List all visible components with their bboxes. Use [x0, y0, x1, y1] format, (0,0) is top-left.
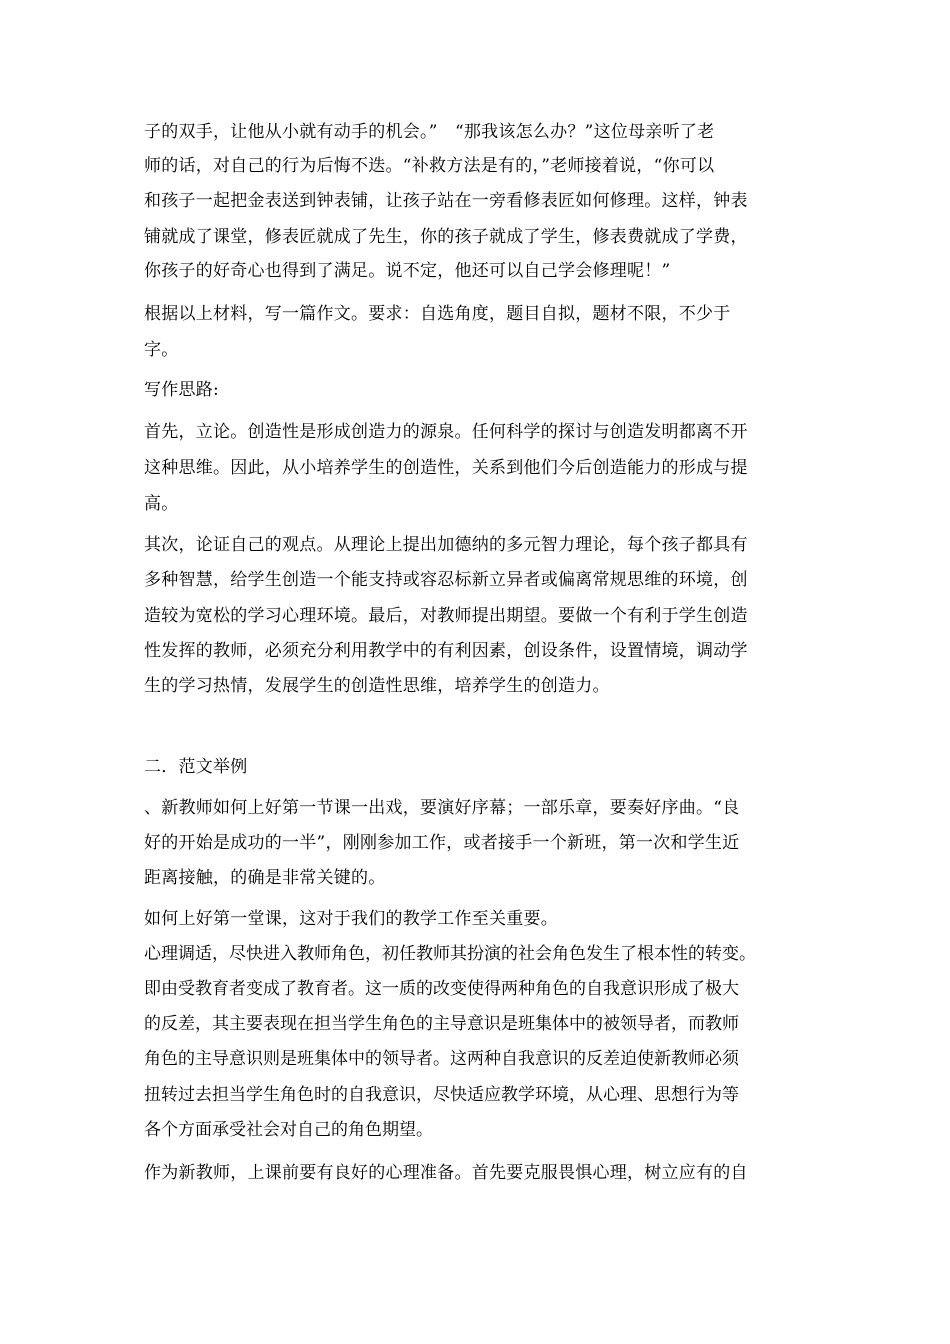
text-line: 首先，立论。创造性是形成创造力的源泉。任何科学的探讨与创造发明都离不开	[144, 422, 748, 442]
text-line: 多种智慧，给学生创造一个能支持或容忍标新立异者或偏离常规思维的环境，创	[144, 570, 748, 590]
text-line: 角色的主导意识则是班集体中的领导者。这两种自我意识的反差迫使新教师必须	[144, 1049, 739, 1069]
text-line: 高。	[144, 494, 179, 514]
text-line: 即由受教育者变成了教育者。这一质的改变使得两种角色的自我意识形成了极大	[144, 979, 739, 999]
text-line: 造较为宽松的学习心理环境。最后，对教师提出期望。要做一个有利于学生创造	[144, 606, 748, 626]
text-line: 和孩子一起把金表送到钟表铺，让孩子站在一旁看修表匠如何修理。这样，钟表	[144, 191, 748, 211]
text-line: 好的开始是成功的一半”，刚刚参加工作，或者接手一个新班，第一次和学生近	[144, 833, 740, 853]
text-line: 如何上好第一堂课，这对于我们的教学工作至关重要。	[144, 909, 558, 929]
text-line: 你孩子的好奇心也得到了满足。说不定，他还可以自己学会修理呢！”	[144, 261, 671, 281]
text-line: 扭转过去担当学生角色时的自我意识，尽快适应教学环境，从心理、思想行为等	[144, 1085, 739, 1105]
text-line: 师的话，对自己的行为后悔不迭。“补救方法是有的，”老师接着说，“你可以	[144, 156, 715, 176]
text-line: 这种思维。因此，从小培养学生的创造性，关系到他们今后创造能力的形成与提	[144, 458, 748, 478]
text-line: 其次，论证自己的观点。从理论上提出加德纳的多元智力理论，每个孩子都具有	[144, 535, 748, 555]
text-line: 生的学习热情，发展学生的创造性思维，培养学生的创造力。	[144, 676, 610, 696]
section-heading: 二．范文举例	[144, 757, 248, 777]
text-line: 根据以上材料，写一篇作文。要求：自选角度，题目自拟，题材不限，不少于	[144, 304, 731, 324]
text-line: 各个方面承受社会对自己的角色期望。	[144, 1120, 433, 1140]
text-line: 距离接触，的确是非常关键的。	[144, 868, 386, 888]
text-line: 子的双手，让他从小就有动手的机会。” “那我该怎么办？”这位母亲听了老	[144, 122, 715, 142]
text-line: 铺就成了课堂，修表匠就成了先生，你的孩子就成了学生，修表费就成了学费，	[144, 227, 748, 247]
section-heading: 写作思路:	[144, 380, 219, 400]
text-line: 、新教师如何上好第一节课一出戏，要演好序幕；一部乐章，要奏好序曲。“良	[144, 798, 740, 818]
text-line: 字。	[144, 340, 179, 360]
text-line: 作为新教师，上课前要有良好的心理准备。首先要克服畏惧心理，树立应有的自	[144, 1163, 748, 1183]
text-line: 性发挥的教师，必须充分利用教学中的有利因素，创设条件，设置情境，调动学	[144, 641, 748, 661]
text-line: 的反差，其主要表现在担当学生角色的主导意识是班集体中的被领导者，而教师	[144, 1014, 739, 1034]
text-line: 心理调适，尽快进入教师角色，初任教师其扮演的社会角色发生了根本性的转变。	[144, 944, 756, 964]
